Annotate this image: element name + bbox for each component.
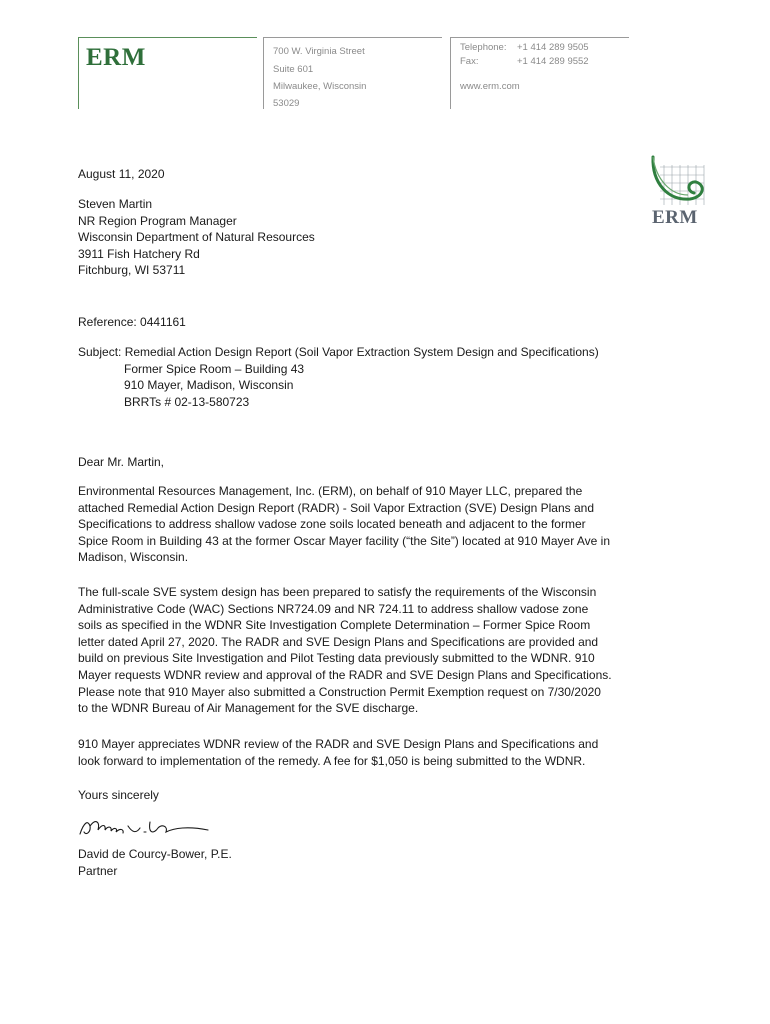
address-line: 700 W. Virginia Street <box>273 46 365 57</box>
paragraph-line: build on previous Site Investigation and Pilot Testing data previously submitted to the WDNR. 910 <box>78 651 595 666</box>
recipient-line: Steven Martin <box>78 197 153 211</box>
salutation: Dear Mr. Martin, <box>78 455 165 469</box>
recipient-line: Fitchburg, WI 53711 <box>78 263 186 278</box>
subject-line: Subject: Remedial Action Design Report (Soil Vapor Extraction System Design and Specifications) <box>78 345 599 359</box>
paragraph-line: 910 Mayer appreciates WDNR review of the RADR and SVE Design Plans and Specifications and <box>78 737 599 751</box>
subject-block <box>78 344 638 410</box>
subject-line: Former Spice Room – Building 43 <box>124 361 305 376</box>
recipient-line: Wisconsin Department of Natural Resources <box>78 230 315 245</box>
paragraph-2 <box>78 584 638 717</box>
paragraph-line: Madison, Wisconsin. <box>78 550 189 565</box>
paragraph-line: Administrative Code (WAC) Sections NR724.09 and NR 724.11 to address shallow vadose zone <box>78 601 589 616</box>
recipient-block <box>78 196 638 279</box>
erm-logo-text: ERM <box>86 44 146 71</box>
address-line: Suite 601 <box>273 64 314 75</box>
letterhead-contact <box>450 37 629 109</box>
telephone-line <box>460 42 589 53</box>
signer-name: David de Courcy-Bower, P.E. <box>78 847 232 861</box>
website: www.erm.com <box>460 81 520 92</box>
paragraph-1 <box>78 483 638 566</box>
letterhead-address <box>263 37 442 109</box>
telephone-number: +1 414 289 9505 <box>517 42 589 53</box>
signer-title: Partner <box>78 864 118 878</box>
address-line: 53029 <box>273 98 300 109</box>
fax-number: +1 414 289 9552 <box>517 56 589 67</box>
closing: Yours sincerely <box>78 788 159 802</box>
paragraph-line: look forward to implementation of the remedy. A fee for $1,050 is being submitted to the WDNR. <box>78 753 586 768</box>
fax-label: Fax: <box>460 56 479 67</box>
recipient-line: NR Region Program Manager <box>78 213 237 228</box>
address-line: Milwaukee, Wisconsin <box>273 81 367 92</box>
telephone-label: Telephone: <box>460 42 507 53</box>
paragraph-line: to the WDNR Bureau of Air Management for the SVE discharge. <box>78 701 419 716</box>
paragraph-line: Mayer requests WDNR review and approval of the RADR and SVE Design Plans and Specifications. <box>78 667 612 682</box>
erm-emblem-text: ERM <box>652 207 698 228</box>
signature-icon <box>78 812 218 844</box>
recipient-line: 3911 Fish Hatchery Rd <box>78 246 200 261</box>
reference-line: Reference: 0441161 <box>78 315 186 329</box>
paragraph-line: attached Remedial Action Design Report (RADR) - Soil Vapor Extraction (SVE) Design Plans and <box>78 500 595 515</box>
subject-line: 910 Mayer, Madison, Wisconsin <box>124 378 294 393</box>
paragraph-line: Spice Room in Building 43 at the former Oscar Mayer facility (“the Site”) located at 910 Mayer Ave in <box>78 533 611 548</box>
subject-line: BRRTs # 02-13-580723 <box>124 394 250 409</box>
fax-line <box>460 56 589 67</box>
letter-date: August 11, 2020 <box>78 167 165 181</box>
paragraph-line: soils as specified in the WDNR Site Investigation Complete Determination – Former Spice Room <box>78 618 591 633</box>
paragraph-line: Specifications to address shallow vadose zone soils located beneath and adjacent to the former <box>78 517 586 532</box>
paragraph-line: The full-scale SVE system design has been prepared to satisfy the requirements of the Wisconsin <box>78 585 597 599</box>
paragraph-line: Please note that 910 Mayer also submitted a Construction Permit Exemption request on 7/30/2020 <box>78 684 601 699</box>
paragraph-3 <box>78 736 638 769</box>
paragraph-line: Environmental Resources Management, Inc. (ERM), on behalf of 910 Mayer LLC, prepared the <box>78 484 583 498</box>
letterhead-logo-box <box>78 37 257 109</box>
paragraph-line: letter dated April 27, 2020. The RADR and SVE Design Plans and Specifications are provided and <box>78 634 599 649</box>
